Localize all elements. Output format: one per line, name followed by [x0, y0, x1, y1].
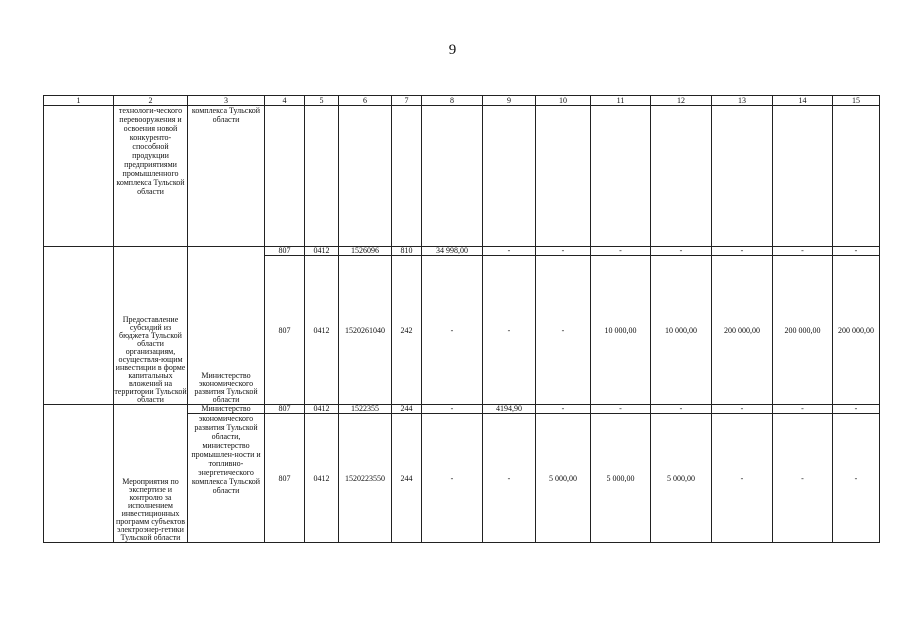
table-cell: - [773, 414, 833, 543]
header-row [44, 96, 880, 106]
table-cell: - [833, 414, 880, 543]
table-cell [422, 106, 483, 247]
table-cell [833, 106, 880, 247]
table-cell [591, 106, 651, 247]
table-row [44, 106, 880, 247]
table-cell [265, 106, 305, 247]
table-cell [536, 106, 591, 247]
table-cell: - [536, 405, 591, 414]
header-cell: 2 [114, 96, 188, 106]
table-cell: 244 [392, 414, 422, 543]
table-cell [44, 247, 114, 405]
table-cell: - [483, 414, 536, 543]
table-cell: - [712, 247, 773, 256]
table-cell: 807 [265, 414, 305, 543]
header-cell: 8 [422, 96, 483, 106]
table-cell: 807 [265, 247, 305, 256]
table-cell: - [833, 247, 880, 256]
header-cell: 10 [536, 96, 591, 106]
table-row [44, 247, 880, 256]
measure-name-cell: Предоставление субсидий из бюджета Тульской области организациям, осуществля-ющим инвестиции в форме капитальных вложений на территории Тульской области [114, 247, 188, 405]
header-cell: 9 [483, 96, 536, 106]
table-cell: - [483, 256, 536, 405]
table-cell: 0412 [305, 405, 339, 414]
header-cell: 7 [392, 96, 422, 106]
table-cell [483, 106, 536, 247]
table-cell: - [422, 256, 483, 405]
table-cell: 5 000,00 [536, 414, 591, 543]
executor-cell: экономического развития Тульской области, министерство промышлен-ности и топливно-энергетического комплекса Тульской области [188, 414, 265, 543]
table-cell: - [591, 247, 651, 256]
page-number: 9 [448, 42, 457, 58]
table-cell [651, 106, 712, 247]
table-cell: 1522355 [339, 405, 392, 414]
table-cell: 5 000,00 [651, 414, 712, 543]
table-cell: 807 [265, 256, 305, 405]
table-cell: 0412 [305, 256, 339, 405]
table-row [44, 405, 880, 414]
table-cell: 4194,90 [483, 405, 536, 414]
table-cell: 810 [392, 247, 422, 256]
table-cell: - [712, 414, 773, 543]
table-cell: 1526096 [339, 247, 392, 256]
table-cell [773, 106, 833, 247]
header-cell: 14 [773, 96, 833, 106]
table-cell: 244 [392, 405, 422, 414]
table-cell: - [422, 405, 483, 414]
table-cell: - [773, 247, 833, 256]
header-cell: 11 [591, 96, 651, 106]
table-cell: 807 [265, 405, 305, 414]
table-cell: 1520261040 [339, 256, 392, 405]
table-cell: 0412 [305, 247, 339, 256]
table-cell [305, 106, 339, 247]
measure-name-cell: Мероприятия по экспертизе и контролю за исполнением инвестиционных программ субъектов электроэнер-гетики Тульской области [114, 405, 188, 543]
table-cell: 5 000,00 [591, 414, 651, 543]
table-cell: 10 000,00 [651, 256, 712, 405]
table-cell [392, 106, 422, 247]
table-cell: - [651, 405, 712, 414]
table-cell: - [773, 405, 833, 414]
table-cell [712, 106, 773, 247]
table-cell: 34 998,00 [422, 247, 483, 256]
table-cell: 242 [392, 256, 422, 405]
header-cell: 4 [265, 96, 305, 106]
executor-cell: комплекса Тульской области [188, 106, 265, 247]
header-cell: 15 [833, 96, 880, 106]
table-cell [44, 106, 114, 247]
table-cell: - [712, 405, 773, 414]
table-cell: - [651, 247, 712, 256]
table-cell: - [422, 414, 483, 543]
header-cell: 12 [651, 96, 712, 106]
header-cell: 1 [44, 96, 114, 106]
table-cell [339, 106, 392, 247]
table-cell: - [536, 247, 591, 256]
executor-cell: Министерство экономического развития Тульской области [188, 247, 265, 405]
header-cell: 13 [712, 96, 773, 106]
budget-table [43, 95, 880, 543]
table-cell: 10 000,00 [591, 256, 651, 405]
executor-cell: Министерство [188, 405, 265, 414]
measure-name-cell: технологи-ческого перевооружения и освоения новой конкуренто-способной продукции предприятиями промышленного комплекса Тульской области [114, 106, 188, 247]
table-cell: 200 000,00 [712, 256, 773, 405]
table-cell: 200 000,00 [773, 256, 833, 405]
table-cell: - [536, 256, 591, 405]
header-cell: 3 [188, 96, 265, 106]
table-cell: 1520223550 [339, 414, 392, 543]
table-cell [44, 405, 114, 543]
header-cell: 6 [339, 96, 392, 106]
header-cell: 5 [305, 96, 339, 106]
table-cell: - [483, 247, 536, 256]
table-cell: - [833, 405, 880, 414]
table-cell: 200 000,00 [833, 256, 880, 405]
table-cell: - [591, 405, 651, 414]
table-cell: 0412 [305, 414, 339, 543]
